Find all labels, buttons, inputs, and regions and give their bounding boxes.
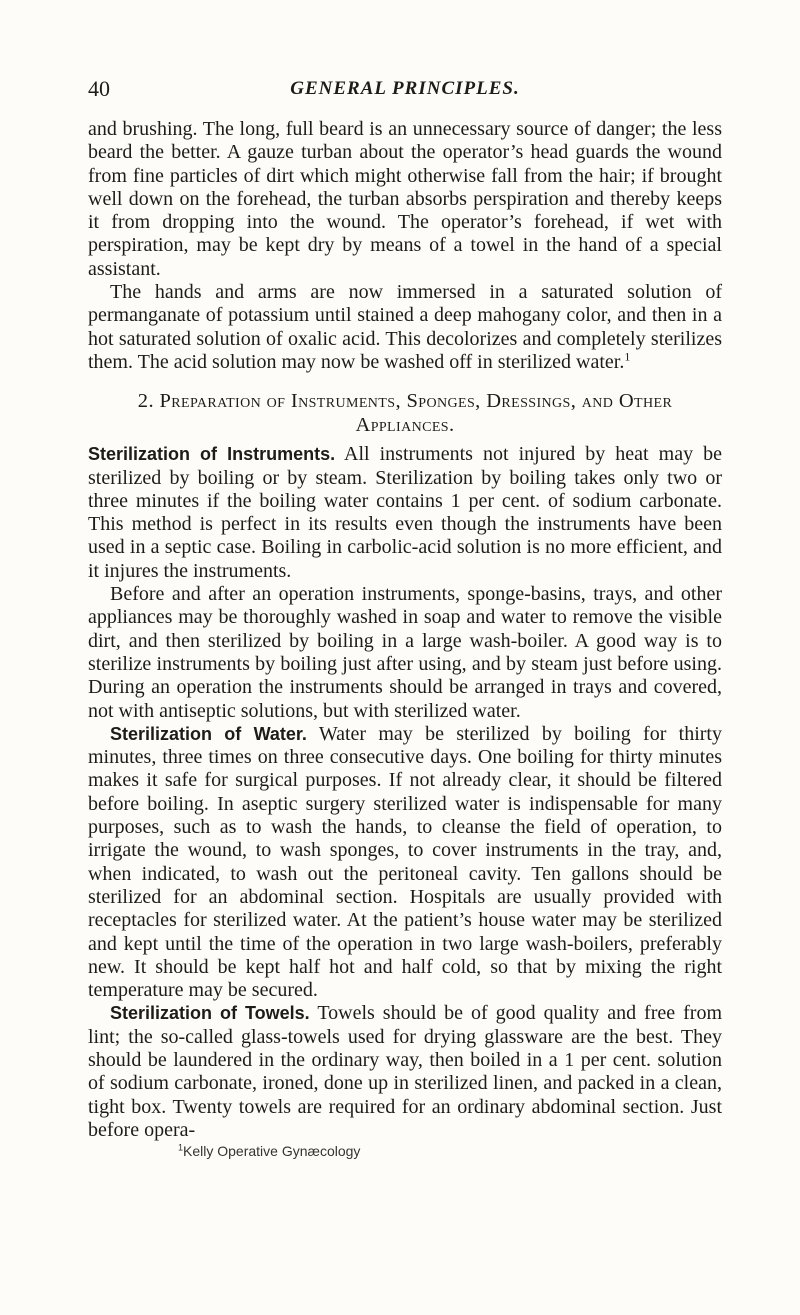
- body-text: [88, 118, 722, 1160]
- run-in-heading: Sterilization of Water.: [110, 723, 307, 744]
- paragraph: [88, 281, 722, 374]
- paragraph-text: Towels should be of good quality and free from lint; the so-called glass-towels used for drying glassware are the best. They should be laundered in the ordinary way, then boiled in a 1 per cent. solution of sodium carbonate, ironed, done up in sterilized linen, and packed in a clean, tight box. Twenty towels are required for an ordinary abdominal section. Just before opera-: [88, 1002, 723, 1141]
- running-title: GENERAL PRINCIPLES.: [290, 78, 520, 99]
- run-in-heading: Sterilization of Towels.: [110, 1003, 310, 1024]
- section-heading: 2. Preparation of Instruments, Sponges, Dressings, and Other Appliances.: [137, 390, 673, 436]
- paragraph: and brushing. The long, full beard is an unnecessary source of danger; the less beard the better. A gauze turban about the operator’s head guards the wound from fine particles of dirt which might otherwise fall from the hair; if brought well down on the forehead, the turban absorbs perspiration and thereby keeps it from dropping into the wound. The operator’s forehead, if wet with perspiration, may be kept dry by means of a towel in the hand of a special assistant.: [88, 118, 722, 280]
- footnote-marker: 1: [178, 1142, 184, 1153]
- footnote-text: Kelly Operative Gynæcology: [183, 1143, 361, 1160]
- paragraph: [88, 723, 722, 1003]
- footnote: [88, 1142, 722, 1160]
- paragraph: Before and after an operation instruments, sponge-basins, trays, and other appliances may be thoroughly washed in soap and water to remove the visible dirt, and then sterilized by boiling in a large wash-boiler. A good way is to sterilize instruments by boiling just after using, and by steam just before using. During an operation the instruments should be arranged in trays and covered, not with antiseptic solutions, but with sterilized water.: [88, 583, 722, 722]
- paragraph-text: All instruments not injured by heat may be sterilized by boiling or by steam. Sterilization by boiling takes only two or three minutes if the boiling water contains 1 per cent. of sodium carbonate. This method is perfect in its results even though the instruments have been used in a septic case. Boiling in carbolic-acid solution is no more efficient, and it injures the instruments.: [88, 443, 722, 582]
- run-in-heading: Sterilization of Instruments.: [88, 444, 336, 465]
- page-number: 40: [88, 76, 110, 101]
- footnote-reference: 1: [624, 349, 631, 364]
- page-header: [88, 76, 722, 106]
- paragraph-text: Water may be sterilized by boiling for thirty minutes, three times on three consecutive days. One boiling for thirty minutes makes it safe for surgical purposes. If not already clear, it should be filtered before boiling. In aseptic surgery sterilized water is indispensable for many purposes, such as to wash the hands, to cleanse the field of operation, to irrigate the wound, to wash sponges, to cover instruments in the tray, and, when indicated, to wash out the peritoneal cavity. Ten gallons should be sterilized for an abdominal section. Hospitals are usually provided with receptacles for sterilized water. At the patient’s house water may be sterilized and kept until the time of the operation in two large wash-boilers, preferably new. It should be kept half hot and half cold, so that by mixing the right temperature may be secured.: [88, 722, 722, 1002]
- paragraph: [88, 1002, 722, 1142]
- paragraph-text: The hands and arms are now immersed in a saturated solution of permanganate of potassium until stained a deep mahogany color, and then in a hot saturated solution of oxalic acid. This decolorizes and completely sterilizes them. The acid solution may now be washed off in sterilized water.: [88, 281, 722, 373]
- paragraph: [88, 443, 722, 583]
